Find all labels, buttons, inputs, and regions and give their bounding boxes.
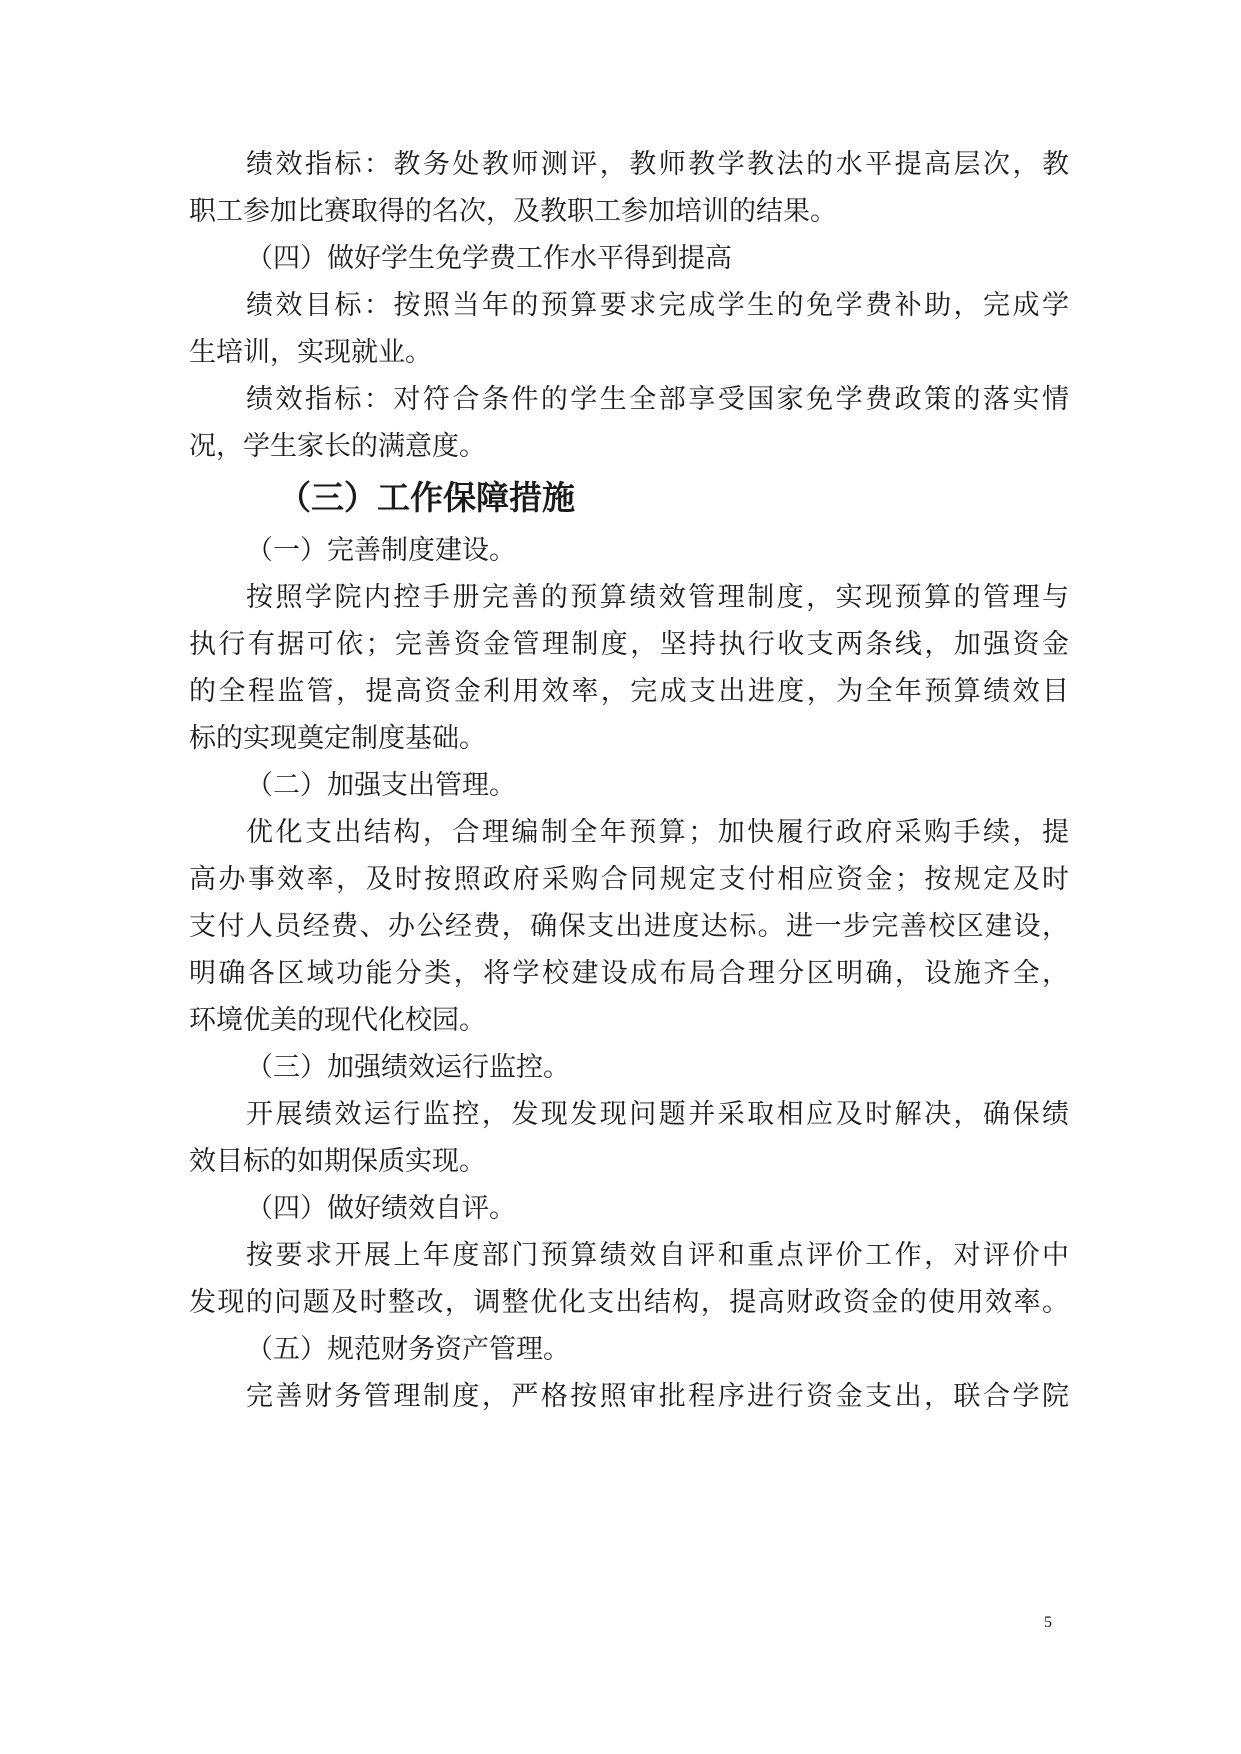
paragraph-line: 支付人员经费、办公经费，确保支出进度达标。进一步完善校区建设， — [189, 911, 1069, 942]
paragraph-line: 发现的问题及时整改，调整优化支出结构，提高财政资金的使用效率。 — [189, 1287, 1069, 1318]
paragraph-line: 绩效指标：对符合条件的学生全部享受国家免学费政策的落实情 — [246, 384, 1069, 415]
paragraph-line: 高办事效率，及时按照政府采购合同规定支付相应资金；按规定及时 — [189, 864, 1069, 895]
paragraph-line: 按要求开展上年度部门预算绩效自评和重点评价工作，对评价中 — [246, 1240, 1069, 1271]
paragraph-line: 绩效目标：按照当年的预算要求完成学生的免学费补助，完成学 — [246, 290, 1069, 321]
paragraph-line: 效目标的如期保质实现。 — [189, 1146, 486, 1177]
paragraph-line: 明确各区域功能分类，将学校建设成布局合理分区明确，设施齐全， — [189, 958, 1069, 989]
paragraph-line: 按照学院内控手册完善的预算绩效管理制度，实现预算的管理与 — [246, 582, 1069, 613]
section-heading: （三）工作保障措施 — [278, 478, 575, 517]
paragraph-line: 开展绩效运行监控，发现发现问题并采取相应及时解决，确保绩 — [246, 1099, 1069, 1130]
paragraph-line: 环境优美的现代化校园。 — [189, 1005, 486, 1036]
paragraph-line: 职工参加比赛取得的名次，及教职工参加培训的结果。 — [189, 196, 837, 227]
subheading: （三）加强绩效运行监控。 — [246, 1052, 570, 1083]
paragraph-line: 执行有据可依；完善资金管理制度，坚持执行收支两条线，加强资金 — [189, 629, 1069, 660]
paragraph-line: 绩效指标：教务处教师测评，教师教学教法的水平提高层次，教 — [246, 149, 1069, 180]
page-number: 5 — [1044, 1614, 1052, 1631]
paragraph-line: 况，学生家长的满意度。 — [189, 431, 486, 462]
subheading: （四）做好绩效自评。 — [246, 1193, 516, 1224]
paragraph-line: 完善财务管理制度，严格按照审批程序进行资金支出，联合学院 — [246, 1381, 1069, 1412]
subheading: （二）加强支出管理。 — [246, 770, 516, 801]
paragraph-line: 优化支出结构，合理编制全年预算；加快履行政府采购手续，提 — [246, 817, 1069, 848]
subheading: （一）完善制度建设。 — [246, 535, 516, 566]
paragraph-line: 的全程监管，提高资金利用效率，完成支出进度，为全年预算绩效目 — [189, 676, 1069, 707]
paragraph-line: 生培训，实现就业。 — [189, 337, 432, 368]
subheading: （五）规范财务资产管理。 — [246, 1334, 570, 1365]
subheading: （四）做好学生免学费工作水平得到提高 — [246, 243, 732, 274]
paragraph-line: 标的实现奠定制度基础。 — [189, 723, 486, 754]
